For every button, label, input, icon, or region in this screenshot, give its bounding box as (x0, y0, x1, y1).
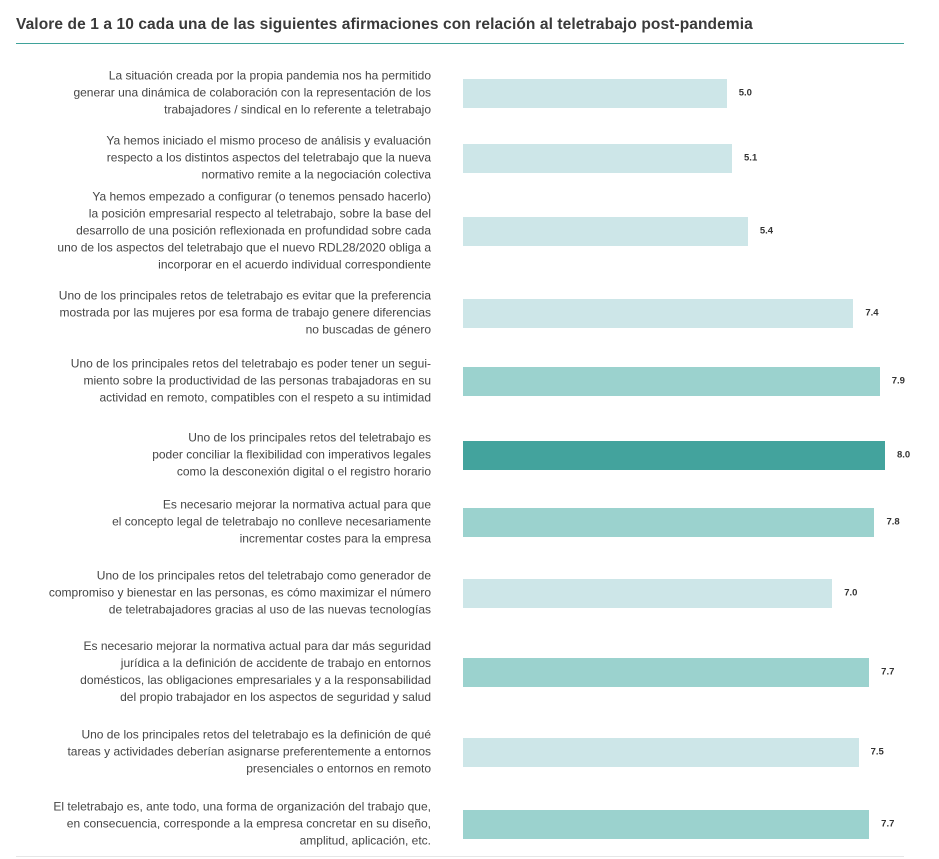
category-label (11, 430, 431, 481)
value-label: 7.5 (870, 746, 884, 758)
value-label: 7.8 (886, 516, 900, 528)
bar (463, 738, 859, 767)
value-label: 7.7 (881, 666, 895, 678)
category-label-line: Uno de los principales retos del teletrabajo como generador de (96, 568, 431, 583)
category-label-line: del propio trabajador en los aspectos de seguridad y salud (120, 690, 431, 704)
bar (463, 508, 874, 537)
category-label (11, 133, 431, 184)
chart-title: Valore de 1 a 10 cada una de las siguientes afirmaciones con relación al teletrabajo post-pandemia (16, 16, 753, 33)
category-label-line: Ya hemos empezado a configurar (o tenemos pensado hacerlo) (92, 189, 431, 204)
category-label-line: Uno de los principales retos del teletrabajo es la definición de qué (81, 727, 431, 742)
category-label-line: actividad en remoto, compatibles con el respeto a su intimidad (99, 390, 431, 405)
category-label (11, 288, 431, 339)
category-label-line: de teletrabajadores gracias al uso de las nuevas tecnologías (108, 602, 431, 617)
category-label-line: domésticos, las obligaciones empresariales y a la responsabilidad (80, 673, 431, 687)
category-label-line: en consecuencia, corresponde a la empresa concretar en su diseño, (66, 816, 431, 831)
category-label (11, 638, 431, 706)
category-label-line: Uno de los principales retos del teletrabajo es poder tener un segui- (70, 356, 431, 371)
bar (463, 299, 853, 328)
category-label-line: Es necesario mejorar la normativa actual para que (162, 497, 431, 512)
category-label-line: El teletrabajo es, ante todo, una forma de organización del trabajo que, (53, 799, 431, 814)
category-label-line: Ya hemos iniciado el mismo proceso de análisis y evaluación (106, 133, 431, 148)
value-label: 5.1 (744, 152, 758, 164)
category-label-line: miento sobre la productividad de las personas trabajadoras en su (83, 373, 431, 388)
category-label-line: incorporar en el acuerdo individual correspondiente (158, 257, 431, 272)
category-label-line: normativo remite a la negociación colectiva (201, 167, 431, 182)
category-label-line: la posición empresarial respecto al teletrabajo, sobre la base del (88, 206, 431, 221)
category-label-line: uno de los aspectos del teletrabajo que el nuevo RDL28/2020 obliga a (57, 240, 431, 255)
category-label-line: tareas y actividades deberían asignarse preferentemente a entornos (67, 744, 431, 759)
bar (463, 658, 869, 687)
category-label-line: Uno de los principales retos del teletrabajo es (188, 430, 431, 445)
value-label: 7.7 (881, 818, 895, 830)
bar (463, 144, 732, 173)
category-label (11, 568, 431, 619)
category-label (11, 727, 431, 778)
bar (463, 217, 748, 246)
value-label: 5.0 (738, 87, 752, 99)
bar (463, 367, 880, 396)
bar (463, 579, 832, 608)
category-label-line: mostrada por las mujeres por esa forma de trabajo genere diferencias (59, 305, 431, 320)
category-label-line: Es necesario mejorar la normativa actual para dar más seguridad (83, 639, 431, 653)
category-label-line: poder conciliar la flexibilidad con imperativos legales (152, 447, 431, 462)
category-label-line: trabajadores / sindical en lo referente a teletrabajo (164, 102, 431, 117)
category-label (11, 497, 431, 548)
category-label-line: La situación creada por la propia pandemia nos ha permitido (108, 68, 431, 83)
category-label-line: compromiso y bienestar en las personas, es cómo maximizar el número (48, 585, 431, 600)
category-label (11, 799, 431, 850)
category-label (11, 189, 431, 274)
bar (463, 810, 869, 839)
category-label-line: desarrollo de una posición reflexionada en profundidad sobre cada (76, 223, 431, 238)
bar (463, 79, 727, 108)
category-label-line: no buscadas de género (305, 322, 431, 337)
value-label: 7.0 (844, 587, 858, 599)
bottom-divider (16, 856, 904, 857)
category-label-line: incrementar costes para la empresa (239, 531, 431, 546)
category-label-line: como la desconexión digital o el registro horario (176, 464, 431, 479)
category-label (11, 356, 431, 407)
category-label-line: generar una dinámica de colaboración con la representación de los (73, 85, 431, 100)
category-label-line: amplitud, aplicación, etc. (299, 833, 431, 848)
bar (463, 441, 885, 470)
value-label: 5.4 (759, 225, 774, 237)
category-label-line: jurídica a la definición de accidente de trabajo en entornos (120, 656, 431, 670)
value-label: 7.9 (891, 375, 905, 387)
value-label: 8.0 (897, 449, 911, 461)
category-label (11, 68, 431, 119)
category-label-line: presenciales o entornos en remoto (246, 761, 431, 776)
category-label-line: el concepto legal de teletrabajo no conlleve necesariamente (112, 514, 431, 529)
category-label-line: respecto a los distintos aspectos del teletrabajo que la nueva (106, 150, 431, 165)
category-label-line: Uno de los principales retos de teletrabajo es evitar que la preferencia (58, 288, 431, 303)
value-label: 7.4 (865, 307, 879, 319)
